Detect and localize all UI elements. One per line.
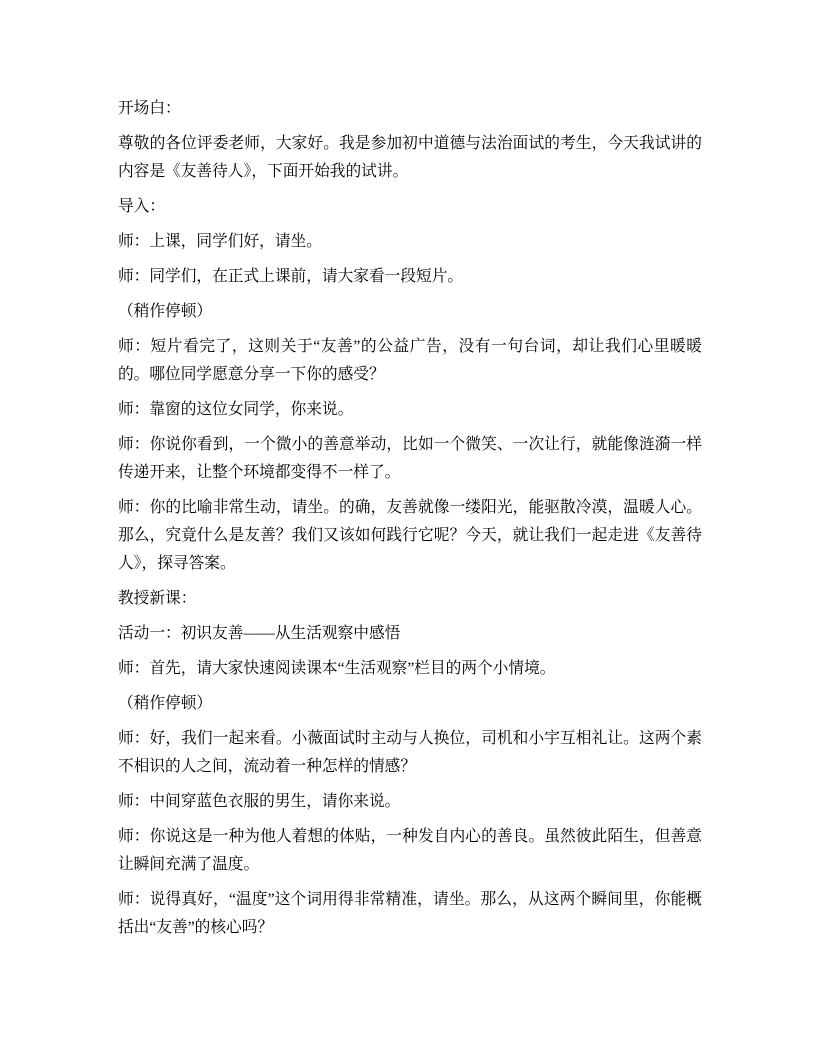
teacher-line: 师：首先，请大家快速阅读课本“生活观察”栏目的两个小情境。 <box>118 660 556 677</box>
teacher-line: 师：你说这是一种为他人着想的体贴，一种发自内心的善良。虽然彼此陌生，但善意让瞬间充满了温度。 <box>118 828 702 873</box>
teacher-line: 师：你说你看到，一个微小的善意举动，比如一个微笑、一次让行，就能像涟漪一样传递开来，让整个环境都变得不一样了。 <box>118 436 702 481</box>
opening-remarks: 尊敬的各位评委老师，大家好。我是参加初中道德与法治面试的考生，今天我试讲的内容是《友善待人》，下面开始我的试讲。 <box>118 135 702 180</box>
teacher-line: 师：你的比喻非常生动，请坐。的确，友善就像一缕阳光，能驱散冷漠，温暖人心。那么，究竟什么是友善？我们又该如何践行它呢？今天，就让我们一起走进《友善待人》，探寻答案。 <box>118 499 702 572</box>
stage-direction: （稍作停顿） <box>118 303 213 320</box>
teacher-line: 师：短片看完了，这则关于“友善”的公益广告，没有一句台词，却让我们心里暖暖的。哪位同学愿意分享一下你的感受？ <box>118 338 702 383</box>
stage-direction: （稍作停顿） <box>118 695 213 712</box>
activity-one-title: 活动一：初识友善——从生活观察中感悟 <box>118 625 401 642</box>
teacher-line: 师：好，我们一起来看。小薇面试时主动与人换位，司机和小宇互相礼让。这两个素不相识的人之间，流动着一种怎样的情感？ <box>118 730 702 775</box>
section-heading-leadin: 导入： <box>118 198 166 215</box>
teacher-line: 师：中间穿蓝色衣服的男生，请你来说。 <box>118 793 401 810</box>
section-heading-new-lesson: 教授新课： <box>118 590 197 607</box>
teacher-line: 师：同学们，在正式上课前，请大家看一段短片。 <box>118 268 464 285</box>
section-heading-opening: 开场白： <box>118 100 181 117</box>
teacher-line: 师：上课，同学们好，请坐。 <box>118 233 322 250</box>
teacher-line: 师：靠窗的这位女同学，你来说。 <box>118 401 354 418</box>
teacher-line: 师：说得真好，“温度”这个词用得非常精准，请坐。那么，从这两个瞬间里，你能概括出“友善”的核心吗？ <box>118 891 702 936</box>
